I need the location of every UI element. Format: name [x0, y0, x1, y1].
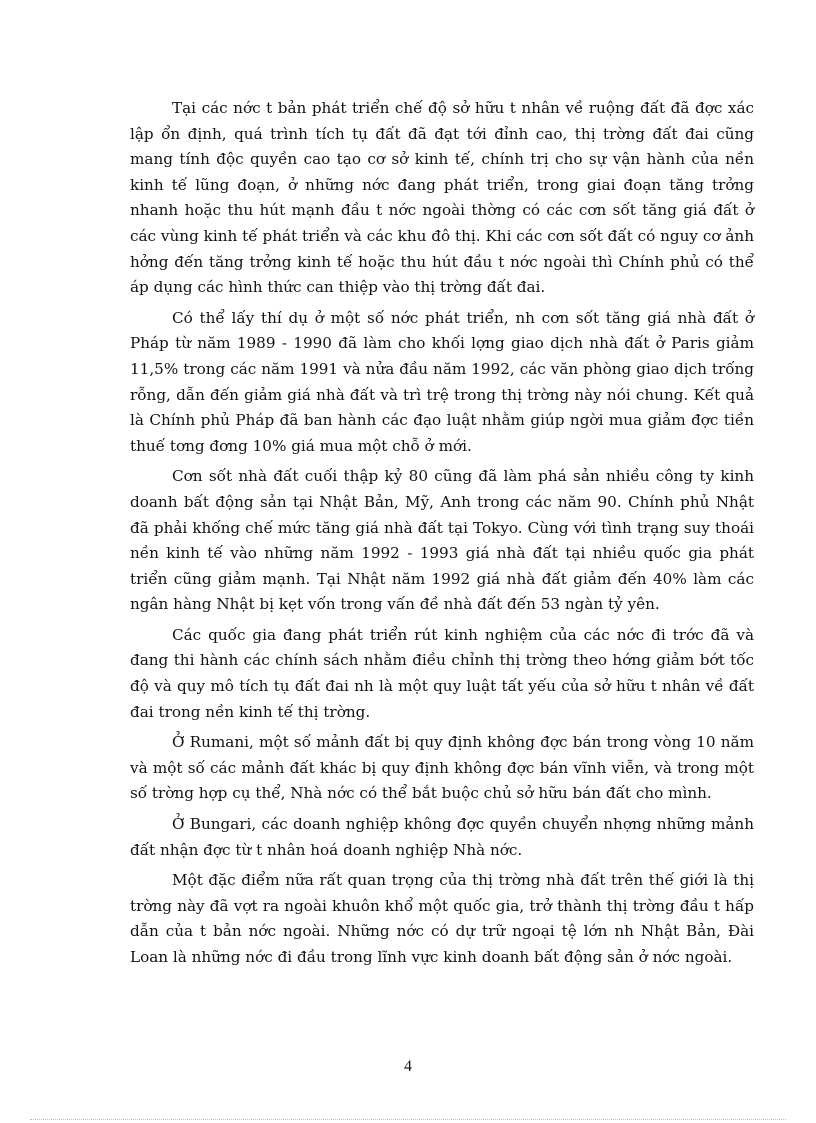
paragraph-7: Một đặc điểm nữa rất quan trọng của thị trờng nhà đất trên thế giới là thị trờng này đã vợt ra ngoài khuôn khổ một quốc gia, trở thành thị trờng đầu t hấp dẫn của t bản nớc ngoài. Những nớc có dự trữ ngoại tệ lớn nh Nhật Bản, Đài Loan là những nớc đi đầu trong lĩnh vực kinh doanh bất động sản ở nớc ngoài. [130, 871, 754, 966]
paragraph-1: Tại các nớc t bản phát triển chế độ sở hữu t nhân về ruộng đất đã đợc xác lập ổn định, quá trình tích tụ đất đã đạt tới đỉnh cao, thị trờng đất đai cũng mang tính độc quyền cao tạo cơ sở kinh tế, chính trị cho sự vận hành của nền kinh tế lũng đoạn, ở những nớc đang phát triển, trong giai đoạn tăng trởng nhanh hoặc thu hút mạnh đầu t nớc ngoài thờng có các cơn sốt tăng giá đất ở các vùng kinh tế phát triển và các khu đô thị. Khi các cơn sốt đất có nguy cơ ảnh hởng đến tăng trởng kinh tế hoặc thu hút đầu t nớc ngoài thì Chính phủ có thể áp dụng các hình thức can thiệp vào thị trờng đất đai. [130, 99, 754, 297]
paragraph-6: Ở Bungari, các doanh nghiệp không đợc quyền chuyển nhợng những mảnh đất nhận đợc từ t nhân hoá doanh nghiệp Nhà nớc. [130, 815, 754, 859]
page-number: 4 [404, 1058, 412, 1075]
paragraph-2: Có thể lấy thí dụ ở một số nớc phát triển, nh cơn sốt tăng giá nhà đất ở Pháp từ năm 1989 - 1990 đã làm cho khối lợng giao dịch nhà đất ở Paris giảm 11,5% trong các năm 1991 và nửa đầu năm 1992, các văn phòng giao dịch trống rỗng, dẫn đến giảm giá nhà đất và trì trệ trong thị trờng này nói chung. Kết quả là Chính phủ Pháp đã ban hành các đạo luật nhằm giúp ngời mua giảm đợc tiền thuế tơng đơng 10% giá mua một chỗ ở mới. [130, 308, 754, 455]
page-bottom-divider [30, 1119, 786, 1120]
paragraph-5: Ở Rumani, một số mảnh đất bị quy định không đợc bán trong vòng 10 năm và một số các mảnh đất khác bị quy định không đợc bán vĩnh viễn, và trong một số trờng hợp cụ thể, Nhà nớc có thể bắt buộc chủ sở hữu bán đất cho mình. [130, 733, 754, 803]
paragraph-4: Các quốc gia đang phát triển rút kinh nghiệm của các nớc đi trớc đã và đang thi hành các chính sách nhằm điều chỉnh thị trờng theo hớng giảm bớt tốc độ và quy mô tích tụ đất đai nh là một quy luật tất yếu của sở hữu t nhân về đất đai trong nền kinh tế thị trờng. [130, 625, 754, 721]
body-text [130, 96, 754, 976]
paragraph-3: Cơn sốt nhà đất cuối thập kỷ 80 cũng đã làm phá sản nhiều công ty kinh doanh bất động sản tại Nhật Bản, Mỹ, Anh trong các năm 90. Chính phủ Nhật đã phải khống chế mức tăng giá nhà đất tại Tokyo. Cùng với tình trạng suy thoái nền kinh tế vào những năm 1992 - 1993 giá nhà đất tại nhiều quốc gia phát triển cũng giảm mạnh. Tại Nhật năm 1992 giá nhà đất giảm đến 40% làm các ngân hàng Nhật bị kẹt vốn trong vấn đề nhà đất đến 53 ngàn tỷ yên. [130, 467, 754, 614]
